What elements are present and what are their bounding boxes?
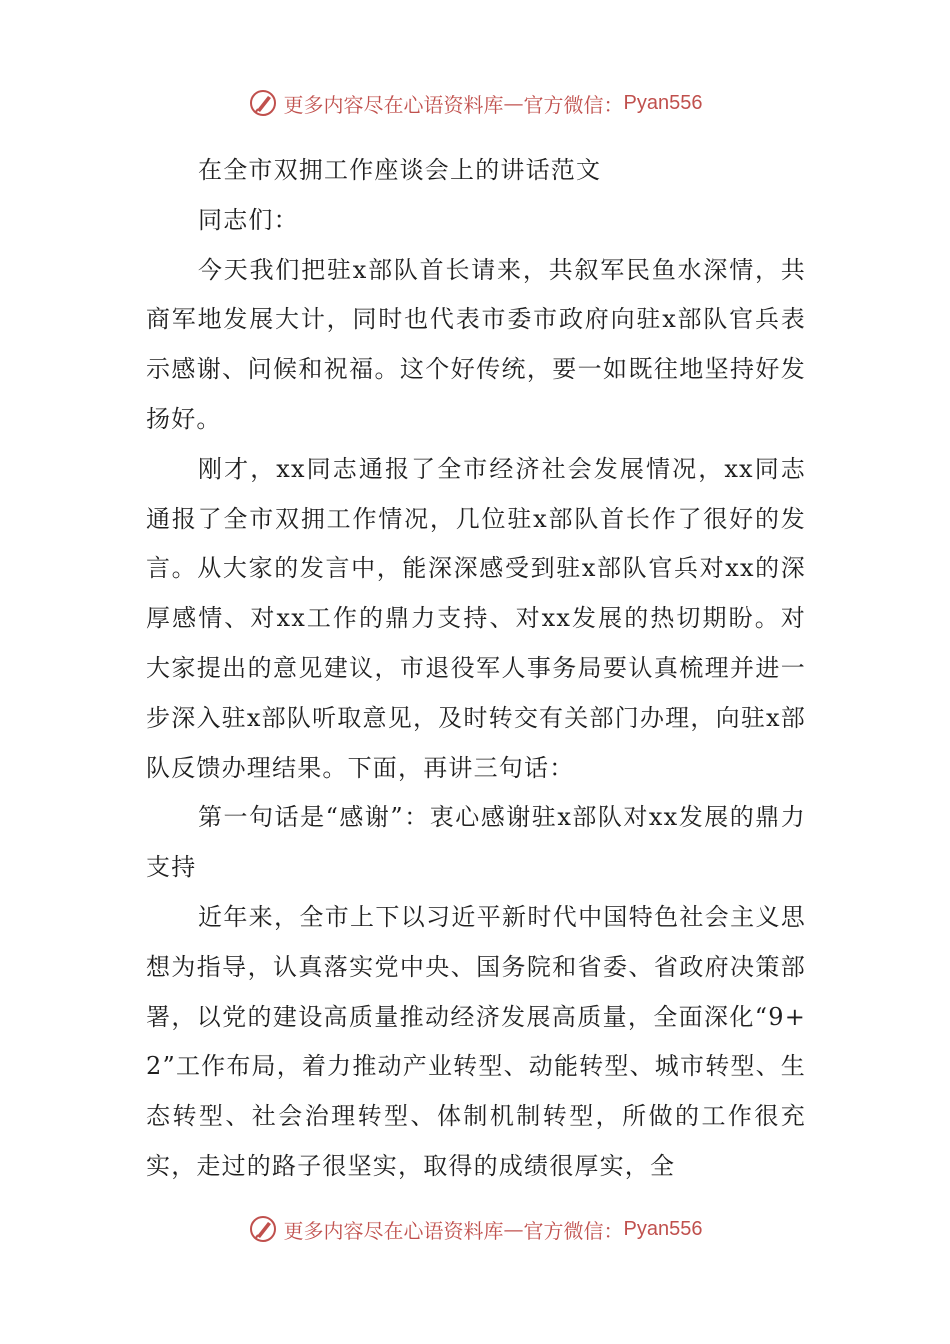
document-title: 在全市双拥工作座谈会上的讲话范文	[198, 156, 602, 184]
footer-wechat-label: 官方微信：	[523, 1218, 624, 1243]
paragraph: 今天我们把驻x部队首长请来，共叙军民鱼水深情，共商军地发展大计，同时也代表市委市政府向驻x部队官兵表示感谢、问候和祝福。这个好传统，要一如既往地坚持好发扬好。	[146, 255, 806, 433]
header-banner	[0, 83, 950, 123]
footer-banner-separator: —	[503, 1217, 524, 1241]
paragraph: 近年来，全市上下以习近平新时代中国特色社会主义思想为指导，认真落实党中央、国务院和省委、省政府决策部署，以党的建设高质量推动经济发展高质量，全面深化“9+2”工作布局，着力推动产业转型、动能转型、城市转型、生态转型、社会治理转型、体制机制转型，所做的工作很充实，走过的路子很坚实，取得的成绩很厚实，全	[146, 902, 806, 1180]
salutation: 同志们：	[198, 205, 299, 234]
document-body	[146, 146, 806, 1192]
header-banner-separator: —	[503, 91, 524, 115]
section-heading: 第一句话是“感谢”：衷心感谢驻x部队对xx发展的鼎力支持	[146, 803, 806, 882]
footer-wechat-id: Pyan556	[623, 1217, 703, 1240]
footer-banner	[0, 1209, 950, 1249]
footer-banner-text: 更多内容尽在心语资料库	[283, 1218, 504, 1243]
header-wechat-id: Pyan556	[623, 91, 703, 114]
quill-pen-logo-icon	[248, 88, 278, 118]
header-wechat-label: 官方微信：	[523, 92, 624, 117]
header-banner-text: 更多内容尽在心语资料库	[283, 92, 504, 117]
quill-pen-logo-icon	[248, 1214, 278, 1244]
paragraph: 刚才，xx同志通报了全市经济社会发展情况，xx同志通报了全市双拥工作情况，几位驻x部队首长作了很好的发言。从大家的发言中，能深深感受到驻x部队官兵对xx的深厚感情、对xx工作的鼎力支持、对xx发展的热切期盼。对大家提出的意见建议，市退役军人事务局要认真梳理并进一步深入驻x部队听取意见，及时转交有关部门办理，向驻x部队反馈办理结果。下面，再讲三句话：	[146, 454, 806, 782]
